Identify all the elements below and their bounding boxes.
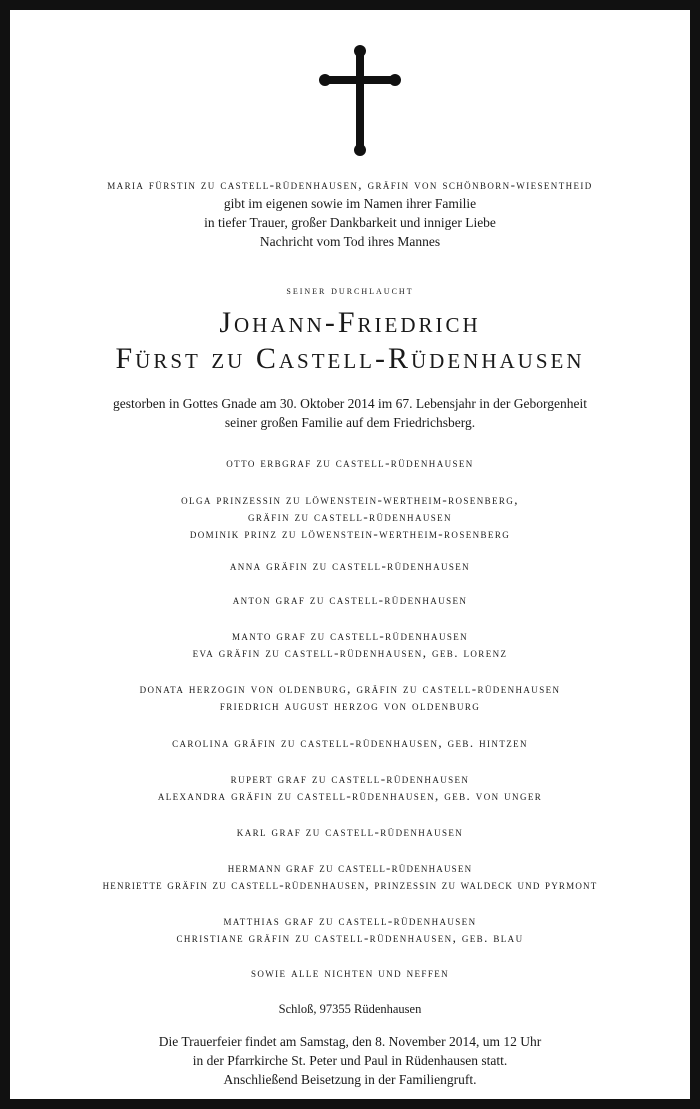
mourner-line: anna gräfin zu castell-rüdenhausen <box>229 558 471 573</box>
cross-icon <box>318 44 402 158</box>
mourner-group-12 <box>20 964 680 981</box>
mourner-group-5 <box>20 627 680 661</box>
mourner-line: karl graf zu castell-rüdenhausen <box>236 824 464 839</box>
mourner-line: friedrich august herzog von oldenburg <box>219 698 481 713</box>
honorific-section <box>20 283 680 300</box>
mourner-group-1 <box>20 454 680 471</box>
name-line-2: Fürst zu Castell-Rüdenhausen <box>115 342 585 375</box>
mourner-line: otto erbgraf zu castell-rüdenhausen <box>226 455 474 470</box>
mourner-line: donata herzogin von oldenburg, gräfin zu castell-rüdenhausen <box>139 681 561 696</box>
notice-content <box>20 20 680 1089</box>
address <box>20 1000 680 1019</box>
mourner-line: carolina gräfin zu castell-rüdenhausen, geb. hintzen <box>172 735 528 750</box>
intro-line: in tiefer Trauer, großer Dankbarkeit und inniger Liebe <box>204 215 496 230</box>
mourner-line: rupert graf zu castell-rüdenhausen <box>230 771 470 786</box>
mourner-group-6 <box>20 680 680 714</box>
funeral-info <box>20 1032 680 1089</box>
mourner-line: manto graf zu castell-rüdenhausen <box>231 628 469 643</box>
death-notice <box>20 394 680 432</box>
death-line: seiner großen Familie auf dem Friedrichsberg. <box>224 415 476 430</box>
mourner-line: dominik prinz zu löwenstein-wertheim-rosenberg <box>189 526 511 541</box>
sender-name: maria fürstin zu castell-rüdenhausen, gräfin von schönborn-wiesentheid <box>107 177 593 192</box>
mourner-line: anton graf zu castell-rüdenhausen <box>232 592 468 607</box>
mourner-group-9 <box>20 823 680 840</box>
honorific: seiner durchlaucht <box>286 285 414 297</box>
mourner-line: christiane gräfin zu castell-rüdenhausen, geb. blau <box>176 930 524 945</box>
name-line-1: Johann-Friedrich <box>219 306 481 339</box>
death-line: gestorben in Gottes Gnade am 30. Oktober 2014 im 67. Lebensjahr in der Geborgenheit <box>112 396 587 411</box>
mourner-group-3 <box>20 557 680 574</box>
deceased-name <box>20 305 680 377</box>
mourner-line: hermann graf zu castell-rüdenhausen <box>227 860 473 875</box>
mourner-group-11 <box>20 912 680 946</box>
mourner-line: matthias graf zu castell-rüdenhausen <box>223 913 477 928</box>
mourner-line: sowie alle nichten und neffen <box>250 965 450 980</box>
mourner-line: henriette gräfin zu castell-rüdenhausen, prinzessin zu waldeck und pyrmont <box>102 877 598 892</box>
mourner-group-10 <box>20 859 680 893</box>
intro-line: gibt im eigenen sowie im Namen ihrer Familie <box>223 196 477 211</box>
mourner-line: gräfin zu castell-rüdenhausen <box>248 509 452 524</box>
mourner-group-8 <box>20 770 680 804</box>
mourner-line: alexandra gräfin zu castell-rüdenhausen, geb. von unger <box>157 788 543 803</box>
funeral-line: Die Trauerfeier findet am Samstag, den 8. November 2014, um 12 Uhr <box>158 1034 542 1049</box>
mourner-line: eva gräfin zu castell-rüdenhausen, geb. lorenz <box>192 645 508 660</box>
funeral-line: in der Pfarrkirche St. Peter und Paul in Rüdenhausen statt. <box>192 1053 508 1068</box>
mourner-line: olga prinzessin zu löwenstein-wertheim-rosenberg, <box>181 492 519 507</box>
intro-section <box>20 176 680 251</box>
funeral-line: Anschließend Beisetzung in der Familiengruft. <box>223 1072 477 1087</box>
mourner-group-2 <box>20 491 680 542</box>
intro-line: Nachricht vom Tod ihres Mannes <box>259 234 441 249</box>
mourner-group-7 <box>20 734 680 751</box>
address-line: Schloß, 97355 Rüdenhausen <box>278 1002 422 1016</box>
mourner-group-4 <box>20 591 680 608</box>
